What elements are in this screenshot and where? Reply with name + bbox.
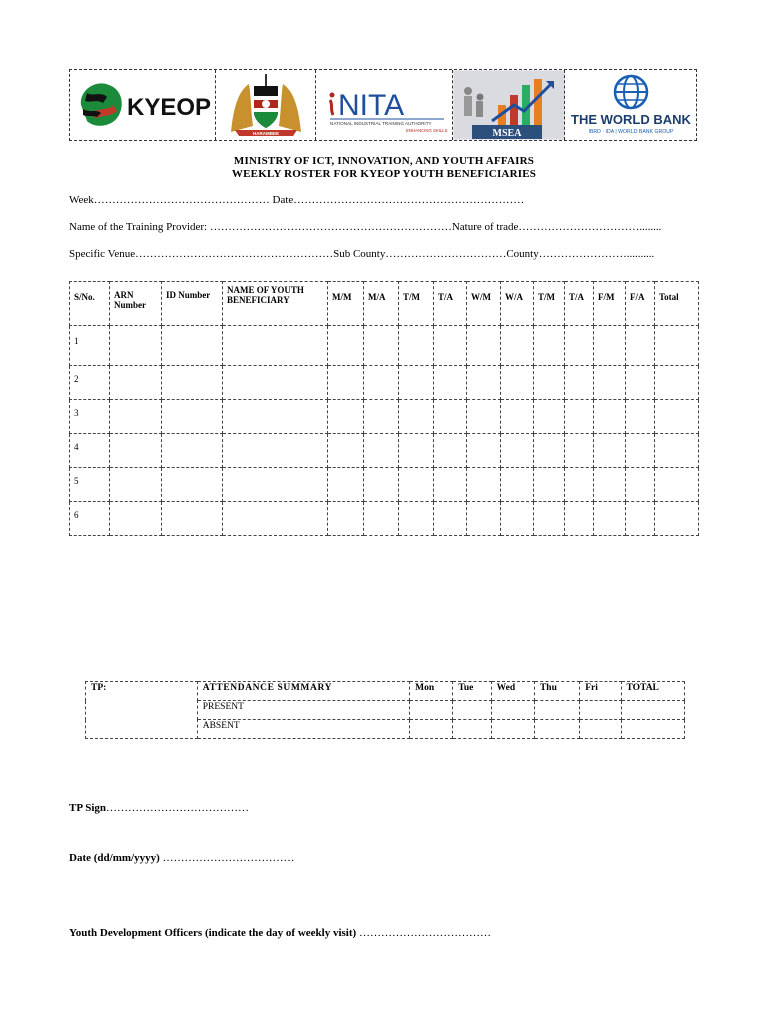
- roster-cell[interactable]: [534, 366, 565, 400]
- roster-cell[interactable]: [223, 434, 328, 468]
- roster-cell[interactable]: [655, 400, 699, 434]
- summary-cell[interactable]: [580, 701, 621, 720]
- roster-cell[interactable]: [223, 468, 328, 502]
- present-label: PRESENT: [197, 701, 409, 720]
- roster-cell[interactable]: [328, 326, 364, 366]
- roster-cell[interactable]: [364, 502, 399, 536]
- summary-cell[interactable]: [491, 701, 534, 720]
- msea-logo: [453, 70, 565, 140]
- col-header: T/M: [399, 282, 434, 326]
- roster-row: [70, 366, 699, 400]
- roster-cell[interactable]: [565, 502, 594, 536]
- roster-cell[interactable]: [110, 366, 162, 400]
- row-number: 2: [70, 366, 110, 400]
- roster-cell[interactable]: [364, 400, 399, 434]
- roster-cell[interactable]: [565, 326, 594, 366]
- roster-cell[interactable]: [364, 434, 399, 468]
- roster-cell[interactable]: [328, 366, 364, 400]
- roster-cell[interactable]: [501, 326, 534, 366]
- roster-cell[interactable]: [434, 434, 467, 468]
- roster-cell[interactable]: [162, 468, 223, 502]
- roster-cell[interactable]: [594, 400, 626, 434]
- world-bank-title: THE WORLD BANK: [571, 112, 691, 127]
- kyeop-logo: [70, 70, 216, 140]
- roster-cell[interactable]: [467, 502, 501, 536]
- roster-cell[interactable]: [655, 366, 699, 400]
- nita-tagline: ENHANCING SKILLS: [406, 128, 448, 133]
- date-label: Date (dd/mm/yyyy): [69, 852, 160, 864]
- roster-cell[interactable]: [399, 468, 434, 502]
- summary-cell[interactable]: [491, 720, 534, 739]
- col-header: NAME OF YOUTH BENEFICIARY: [223, 282, 328, 326]
- roster-cell[interactable]: [626, 434, 655, 468]
- col-header: T/A: [434, 282, 467, 326]
- roster-cell[interactable]: [467, 400, 501, 434]
- tp-sign-label: TP Sign: [69, 802, 106, 814]
- col-header: W/A: [501, 282, 534, 326]
- world-bank-subtitle: IBRD · IDA | WORLD BANK GROUP: [588, 129, 674, 135]
- row-number: 1: [70, 326, 110, 366]
- roster-cell[interactable]: [399, 366, 434, 400]
- roster-cell[interactable]: [565, 366, 594, 400]
- col-header: M/A: [364, 282, 399, 326]
- roster-cell[interactable]: [162, 400, 223, 434]
- roster-cell[interactable]: [223, 400, 328, 434]
- roster-cell[interactable]: [565, 434, 594, 468]
- roster-cell[interactable]: [223, 366, 328, 400]
- attendance-summary-table: [85, 681, 685, 739]
- roster-row: [70, 468, 699, 502]
- col-header: W/M: [467, 282, 501, 326]
- roster-cell[interactable]: [534, 502, 565, 536]
- roster-cell[interactable]: [434, 326, 467, 366]
- summary-cell[interactable]: [410, 701, 453, 720]
- roster-cell[interactable]: [364, 326, 399, 366]
- roster-cell[interactable]: [399, 326, 434, 366]
- roster-cell[interactable]: [501, 502, 534, 536]
- row-number: 6: [70, 502, 110, 536]
- col-header: ARN Number: [110, 282, 162, 326]
- col-header: F/M: [594, 282, 626, 326]
- roster-cell[interactable]: [626, 400, 655, 434]
- col-header: S/No.: [70, 282, 110, 326]
- roster-row: [70, 326, 699, 366]
- col-header: ID Number: [162, 282, 223, 326]
- roster-cell[interactable]: [565, 400, 594, 434]
- nita-logo-text: NITA: [338, 89, 405, 122]
- roster-cell[interactable]: [223, 502, 328, 536]
- roster-cell[interactable]: [534, 434, 565, 468]
- roster-cell[interactable]: [434, 366, 467, 400]
- roster-cell[interactable]: [534, 326, 565, 366]
- ydo-label: Youth Development Officers (indicate the day of weekly visit): [69, 927, 357, 939]
- roster-cell[interactable]: [655, 326, 699, 366]
- roster-cell[interactable]: [467, 468, 501, 502]
- kenya-motto-text: HARAMBEE: [252, 131, 279, 136]
- tp-sign-line[interactable]: [69, 802, 249, 814]
- summary-cell[interactable]: [580, 720, 621, 739]
- roster-cell[interactable]: [223, 326, 328, 366]
- row-number: 5: [70, 468, 110, 502]
- day-header-mon: Mon: [410, 682, 453, 701]
- roster-cell[interactable]: [364, 366, 399, 400]
- day-header-total: TOTAL: [621, 682, 684, 701]
- venue-field[interactable]: Specific Venue………………………………………………Sub County……………………………County……………………..........: [69, 248, 655, 260]
- roster-cell[interactable]: [594, 502, 626, 536]
- roster-cell[interactable]: [364, 468, 399, 502]
- row-number: 3: [70, 400, 110, 434]
- tp-sign-dots: …………………………………: [106, 802, 249, 814]
- roster-cell[interactable]: [501, 468, 534, 502]
- roster-cell[interactable]: [328, 434, 364, 468]
- col-header: M/M: [328, 282, 364, 326]
- roster-cell[interactable]: [501, 434, 534, 468]
- roster-cell[interactable]: [399, 400, 434, 434]
- roster-cell[interactable]: [467, 366, 501, 400]
- roster-cell[interactable]: [655, 468, 699, 502]
- kyeop-logo-text: KYEOP: [126, 94, 211, 121]
- roster-cell[interactable]: [162, 326, 223, 366]
- roster-cell[interactable]: [110, 468, 162, 502]
- roster-cell[interactable]: [110, 434, 162, 468]
- summary-cell[interactable]: [453, 701, 491, 720]
- roster-cell[interactable]: [467, 326, 501, 366]
- roster-cell[interactable]: [399, 434, 434, 468]
- roster-cell[interactable]: [626, 502, 655, 536]
- roster-cell[interactable]: [328, 400, 364, 434]
- nita-subtitle: NATIONAL INDUSTRIAL TRAINING AUTHORITY: [330, 121, 432, 126]
- roster-cell[interactable]: [655, 434, 699, 468]
- roster-cell[interactable]: [655, 502, 699, 536]
- date-line[interactable]: [69, 852, 295, 864]
- summary-cell[interactable]: [410, 720, 453, 739]
- roster-cell[interactable]: [501, 400, 534, 434]
- roster-table: [69, 281, 699, 536]
- roster-heading: WEEKLY ROSTER FOR KYEOP YOUTH BENEFICIARIES: [231, 168, 537, 180]
- roster-cell[interactable]: [626, 366, 655, 400]
- summary-cell[interactable]: [621, 720, 684, 739]
- roster-cell[interactable]: [534, 400, 565, 434]
- roster-cell[interactable]: [594, 366, 626, 400]
- summary-title: ATTENDANCE SUMMARY: [197, 682, 409, 701]
- col-header: T/A: [565, 282, 594, 326]
- day-header-fri: Fri: [580, 682, 621, 701]
- roster-cell[interactable]: [162, 366, 223, 400]
- roster-cell[interactable]: [626, 468, 655, 502]
- week-date-field[interactable]: Week………………………………………… Date………………………………………………………: [69, 194, 525, 206]
- roster-cell[interactable]: [565, 468, 594, 502]
- roster-cell[interactable]: [626, 326, 655, 366]
- msea-logo-text: MSEA: [492, 128, 521, 139]
- roster-cell[interactable]: [328, 468, 364, 502]
- date-dots: ………………………………: [162, 852, 295, 864]
- roster-cell[interactable]: [594, 326, 626, 366]
- roster-cell[interactable]: [534, 468, 565, 502]
- roster-cell[interactable]: [328, 502, 364, 536]
- roster-cell[interactable]: [501, 366, 534, 400]
- training-provider-field[interactable]: Name of the Training Provider: …………………………………………………………Nature of trade……………………………........: [69, 221, 662, 233]
- roster-row: [70, 434, 699, 468]
- roster-cell[interactable]: [162, 434, 223, 468]
- summary-cell[interactable]: [453, 720, 491, 739]
- roster-cell[interactable]: [162, 502, 223, 536]
- roster-cell[interactable]: [110, 326, 162, 366]
- roster-cell[interactable]: [110, 502, 162, 536]
- roster-cell[interactable]: [594, 468, 626, 502]
- absent-label: ABSENT: [197, 720, 409, 739]
- summary-cell[interactable]: [534, 701, 579, 720]
- col-header: Total: [655, 282, 699, 326]
- summary-cell[interactable]: [534, 720, 579, 739]
- roster-cell[interactable]: [467, 434, 501, 468]
- col-header: F/A: [626, 282, 655, 326]
- row-number: 4: [70, 434, 110, 468]
- roster-cell[interactable]: [434, 468, 467, 502]
- day-header-tue: Tue: [453, 682, 491, 701]
- col-header: T/M: [534, 282, 565, 326]
- ministry-heading: MINISTRY OF ICT, INNOVATION, AND YOUTH AFFAIRS: [233, 155, 535, 167]
- roster-cell[interactable]: [399, 502, 434, 536]
- roster-cell[interactable]: [110, 400, 162, 434]
- roster-cell[interactable]: [434, 502, 467, 536]
- tp-cell[interactable]: TP:: [86, 682, 198, 739]
- kenya-coat-of-arms-logo: [216, 70, 316, 140]
- day-header-wed: Wed: [491, 682, 534, 701]
- roster-cell[interactable]: [434, 400, 467, 434]
- roster-header-row: [70, 282, 699, 326]
- roster-cell[interactable]: [594, 434, 626, 468]
- roster-row: [70, 502, 699, 536]
- summary-header-row: [86, 682, 685, 701]
- day-header-thu: Thu: [534, 682, 579, 701]
- ydo-dots: ………………………………: [358, 927, 491, 939]
- ydo-line[interactable]: [69, 927, 491, 939]
- world-bank-logo: [565, 70, 698, 140]
- nita-logo: [316, 70, 453, 140]
- roster-row: [70, 400, 699, 434]
- logo-strip: [69, 69, 697, 141]
- summary-cell[interactable]: [621, 701, 684, 720]
